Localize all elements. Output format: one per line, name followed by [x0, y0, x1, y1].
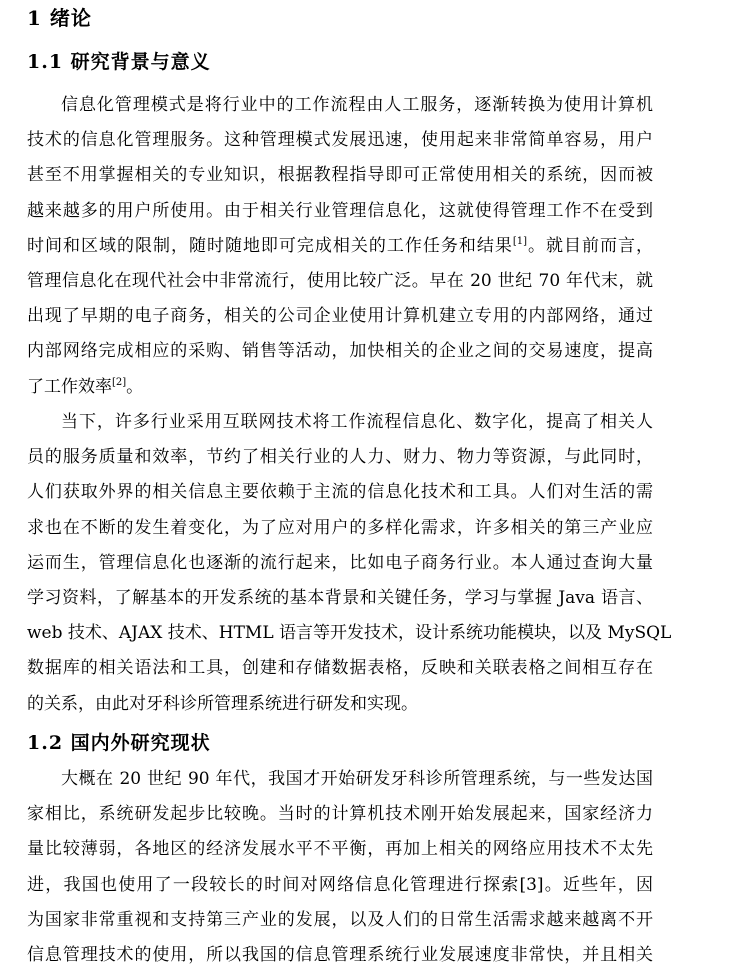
citation-ref: [2] [112, 376, 127, 388]
text-line: 进，我国也使用了一段较长的时间对网络信息化管理进行探索[3]。近些年，因 [27, 874, 653, 895]
text-line: 人们获取外界的相关信息主要依赖于主流的信息化技术和工具。人们对生活的需 [27, 482, 653, 503]
text-fragment: 。就目前而言， [527, 235, 654, 256]
text-line: 为国家非常重视和支持第三产业的发展，以及人们的日常生活需求越来越离不开 [27, 909, 653, 930]
section-title-status: 1.2 国内外研究现状 [27, 732, 211, 754]
text-line: 出现了早期的电子商务，相关的公司企业使用计算机建立专用的内部网络，通过 [27, 306, 653, 327]
citation-ref: [1] [512, 235, 528, 247]
paragraph-background-1 [27, 88, 653, 405]
text-line: 的关系，由此对牙科诊所管理系统进行研发和实现。 [27, 693, 418, 714]
text-line: 量比较薄弱，各地区的经济发展水平不平衡，再加上相关的网络应用技术不太先 [27, 839, 653, 860]
text-line: 信息管理技术的使用，所以我国的信息管理系统行业发展速度非常快，并且相关 [27, 944, 653, 965]
text-fragment: 。 [126, 376, 144, 397]
paragraph-background-2 [27, 405, 672, 722]
section-title-background: 1.1 研究背景与意义 [27, 51, 211, 73]
chapter-title: 1 绪论 [27, 6, 92, 30]
text-line: 甚至不用掌握相关的专业知识，根据教程指导即可正常使用相关的系统，因而被 [27, 165, 653, 186]
text-line [27, 229, 653, 264]
text-line: web 技术、AJAX 技术、HTML 语言等开发技术，设计系统功能模块，以及 MySQL [27, 623, 672, 644]
text-line [27, 370, 653, 405]
paragraph-status-1 [27, 762, 653, 973]
text-line: 员的服务质量和效率，节约了相关行业的人力、财力、物力等资源，与此同时， [27, 447, 653, 468]
text-line: 技术的信息化管理服务。这种管理模式发展迅速，使用起来非常简单容易，用户 [27, 130, 653, 151]
text-line: 数据库的相关语法和工具，创建和存储数据表格，反映和关联表格之间相互存在 [27, 658, 653, 679]
text-line: 家相比，系统研发起步比较晚。当时的计算机技术刚开始发展起来，国家经济力 [27, 804, 653, 825]
text-fragment: 时间和区域的限制，随时随地即可完成相关的工作任务和结果 [27, 235, 513, 256]
text-line: 学习资料，了解基本的开发系统的基本背景和关键任务，学习与掌握 Java 语言、 [27, 587, 653, 608]
text-line: 大概在 20 世纪 90 年代，我国才开始研发牙科诊所管理系统，与一些发达国 [61, 769, 653, 789]
text-line: 求也在不断的发生着变化，为了应对用户的多样化需求，许多相关的第三产业应 [27, 517, 653, 538]
text-line: 管理信息化在现代社会中非常流行，使用比较广泛。早在 20 世纪 70 年代末，就 [27, 270, 653, 291]
text-fragment: 了工作效率 [27, 376, 112, 397]
text-line: 当下，许多行业采用互联网技术将工作流程信息化、数字化，提高了相关人 [61, 412, 653, 432]
text-line: 信息化管理模式是将行业中的工作流程由人工服务，逐渐转换为使用计算机 [61, 95, 653, 115]
text-line: 越来越多的用户所使用。由于相关行业管理信息化，这就使得管理工作不在受到 [27, 200, 653, 221]
text-line: 内部网络完成相应的采购、销售等活动，加快相关的企业之间的交易速度，提高 [27, 341, 653, 362]
text-line: 运而生，管理信息化也逐渐的流行起来，比如电子商务行业。本人通过查询大量 [27, 552, 653, 573]
